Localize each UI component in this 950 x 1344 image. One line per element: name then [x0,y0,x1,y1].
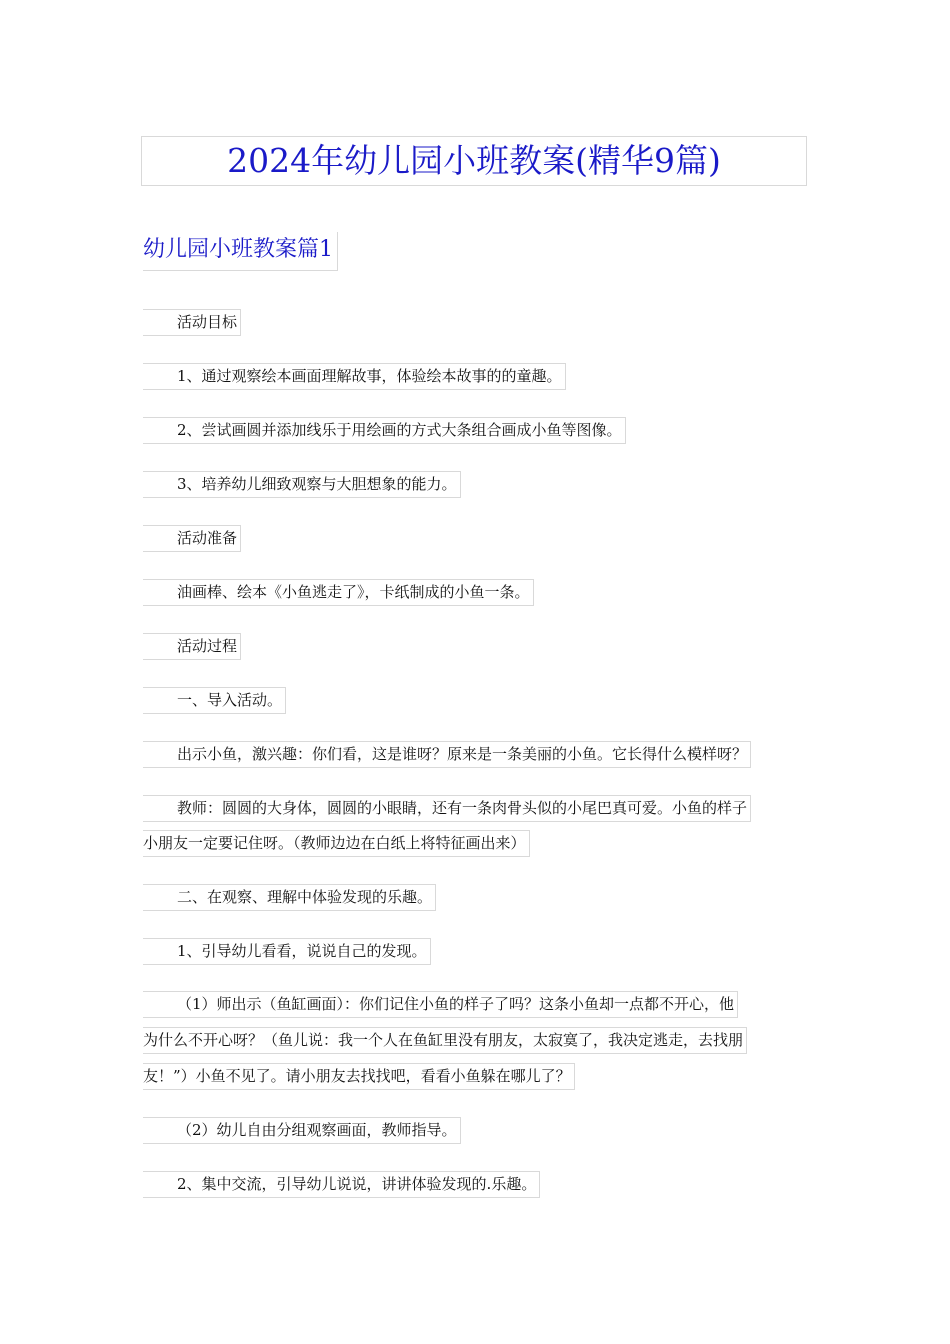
paragraph-line: 活动准备 [143,525,241,552]
paragraph-line: 1、通过观察绘本画面理解故事，体验绘本故事的的童趣。 [143,363,566,390]
paragraph-line: 1、引导幼儿看看，说说自己的发现。 [143,938,431,965]
paragraph-line: 一、导入活动。 [143,687,286,714]
paragraph-line: 活动过程 [143,633,241,660]
paragraph-line: 为什么不开心呀？（鱼儿说：我一个人在鱼缸里没有朋友，太寂寞了，我决定逃走，去找朋 [143,1027,747,1054]
paragraph-line: 油画棒、绘本《小鱼逃走了》，卡纸制成的小鱼一条。 [143,579,534,606]
paragraph-line: （2）幼儿自由分组观察画面，教师指导。 [143,1117,461,1144]
paragraph-line: 活动目标 [143,309,241,336]
paragraph-line: 二、在观察、理解中体验发现的乐趣。 [143,884,436,911]
document-title: 2024年幼儿园小班教案(精华9篇) [141,136,807,186]
paragraph-line: 小朋友一定要记住呀。（教师边边在白纸上将特征画出来） [143,830,530,857]
section-heading: 幼儿园小班教案篇1 [143,232,338,271]
paragraph-line: 出示小鱼，激兴趣：你们看，这是谁呀？原来是一条美丽的小鱼。它长得什么模样呀？ [143,741,751,768]
paragraph-line: 友！”）小鱼不见了。请小朋友去找找吧，看看小鱼躲在哪儿了？ [143,1063,575,1090]
paragraph-line: （1）师出示（鱼缸画面）：你们记住小鱼的样子了吗？这条小鱼却一点都不开心，他 [143,991,738,1018]
paragraph-line: 2、尝试画圆并添加线乐于用绘画的方式大条组合画成小鱼等图像。 [143,417,626,444]
paragraph-line: 教师：圆圆的大身体，圆圆的小眼睛，还有一条肉骨头似的小尾巴真可爱。小鱼的样子 [143,795,751,822]
paragraph-line: 2、集中交流，引导幼儿说说，讲讲体验发现的.乐趣。 [143,1171,540,1198]
paragraph-line: 3、培养幼儿细致观察与大胆想象的能力。 [143,471,461,498]
